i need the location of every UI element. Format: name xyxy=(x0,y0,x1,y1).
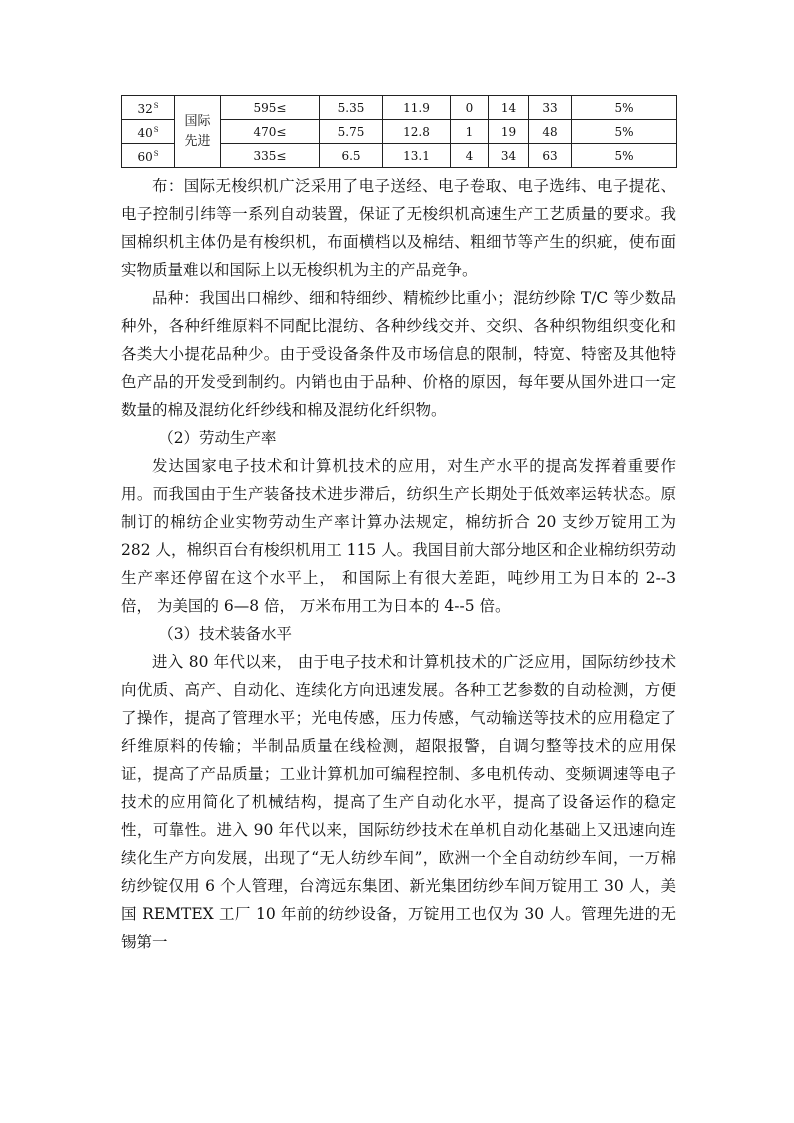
table-cell: 1 xyxy=(451,120,489,144)
table-cell: 5% xyxy=(572,96,677,120)
table-cell: 33 xyxy=(529,96,572,120)
spec-table xyxy=(121,95,677,168)
paragraph-equipment-level: 进入 80 年代以来， 由于电子技术和计算机技术的广泛应用，国际纺纱技术向优质、高产、自动化、连续化方向迅速发展。各种工艺参数的自动检测，方便了操作，提高了管理水平；光电传感，压力传感，气动输送等技术的应用稳定了纤维原料的传输；半制品质量在线检测，超限报警，自调匀整等技术的应用保证，提高了产品质量；工业计算机加可编程控制、多电机传动、变频调速等电子技术的应用简化了机械结构，提高了生产自动化水平，提高了设备运作的稳定性，可靠性。进入 90 年代以来，国际纺纱技术在单机自动化基础上又迅速向连续化生产方向发展，出现了“无人纺纱车间”，欧洲一个全自动纺纱车间，一万棉纺纱锭仅用 6 个人管理，台湾远东集团、新光集团纺纱车间万锭用工 30 人，美国 REMTEX 工厂 10 年前的纺纱设备，万锭用工也仅为 30 人。管理先进的无锡第一 xyxy=(121,653,676,951)
section-heading-equipment-level: （3）技术装备水平 xyxy=(158,625,293,643)
paragraph-fabric: 布：国际无梭织机广泛采用了电子送经、电子卷取、电子选纬、电子提花、电子控制引纬等一系列自动装置，保证了无梭织机高速生产工艺质量的要求。我国棉织机主体仍是有梭织机，布面横档以及棉结、粗细节等产生的织疵，使布面实物质量难以和国际上以无梭织机为主的产品竞争。 xyxy=(121,177,676,279)
table-cell: 4 xyxy=(451,144,489,168)
table-cell: 48 xyxy=(529,120,572,144)
paragraph-labor-productivity: 发达国家电子技术和计算机技术的应用，对生产水平的提高发挥着重要作用。而我国由于生产装备技术进步滞后，纺织生产长期处于低效率运转状态。原制订的棉纺企业实物劳动生产率计算办法规定，棉纺折合 20 支纱万锭用工为 282 人，棉织百台有梭织机用工 115 人。我国目前大部分地区和企业棉纺织劳动生产率还停留在这个水平上， 和国际上有很大差距，吨纱用工为日本的 2--3 倍， 为美国的 6—8 倍， 万米布用工为日本的 4--5 倍。 xyxy=(121,457,676,615)
table-cell: 470≤ xyxy=(221,120,320,144)
table-cell: 0 xyxy=(451,96,489,120)
table-cell: 63 xyxy=(529,144,572,168)
table-cell: 11.9 xyxy=(383,96,451,120)
table-cell: 19 xyxy=(489,120,529,144)
yarn-count-cell: $60^S$ xyxy=(122,144,175,168)
group-label-cell: 国际 先进 xyxy=(175,96,221,168)
table-cell: 12.8 xyxy=(383,120,451,144)
table-cell: 335≤ xyxy=(221,144,320,168)
table-cell: 5.35 xyxy=(320,96,383,120)
table-cell: 13.1 xyxy=(383,144,451,168)
body-text xyxy=(121,172,676,956)
yarn-count-cell: $40^S$ xyxy=(122,120,175,144)
table-cell: 5% xyxy=(572,120,677,144)
yarn-count-cell: $32^S$ xyxy=(122,96,175,120)
table-cell: 5.75 xyxy=(320,120,383,144)
table-cell: 5% xyxy=(572,144,677,168)
section-heading-labor-productivity: （2）劳动生产率 xyxy=(158,429,277,447)
table-cell: 6.5 xyxy=(320,144,383,168)
paragraph-variety: 品种：我国出口棉纱、细和特细纱、精梳纱比重小；混纺纱除 T/C 等少数品种外，各种纤维原料不同配比混纺、各种纱线交并、交织、各种织物组织变化和各类大小提花品种少。由于受设备条件及市场信息的限制，特宽、特密及其他特色产品的开发受到制约。内销也由于品种、价格的原因，每年要从国外进口一定数量的棉及混纺化纤纱线和棉及混纺化纤织物。 xyxy=(121,289,676,419)
table-cell: 34 xyxy=(489,144,529,168)
table-cell: 595≤ xyxy=(221,96,320,120)
table-row xyxy=(122,96,677,120)
table-cell: 14 xyxy=(489,96,529,120)
